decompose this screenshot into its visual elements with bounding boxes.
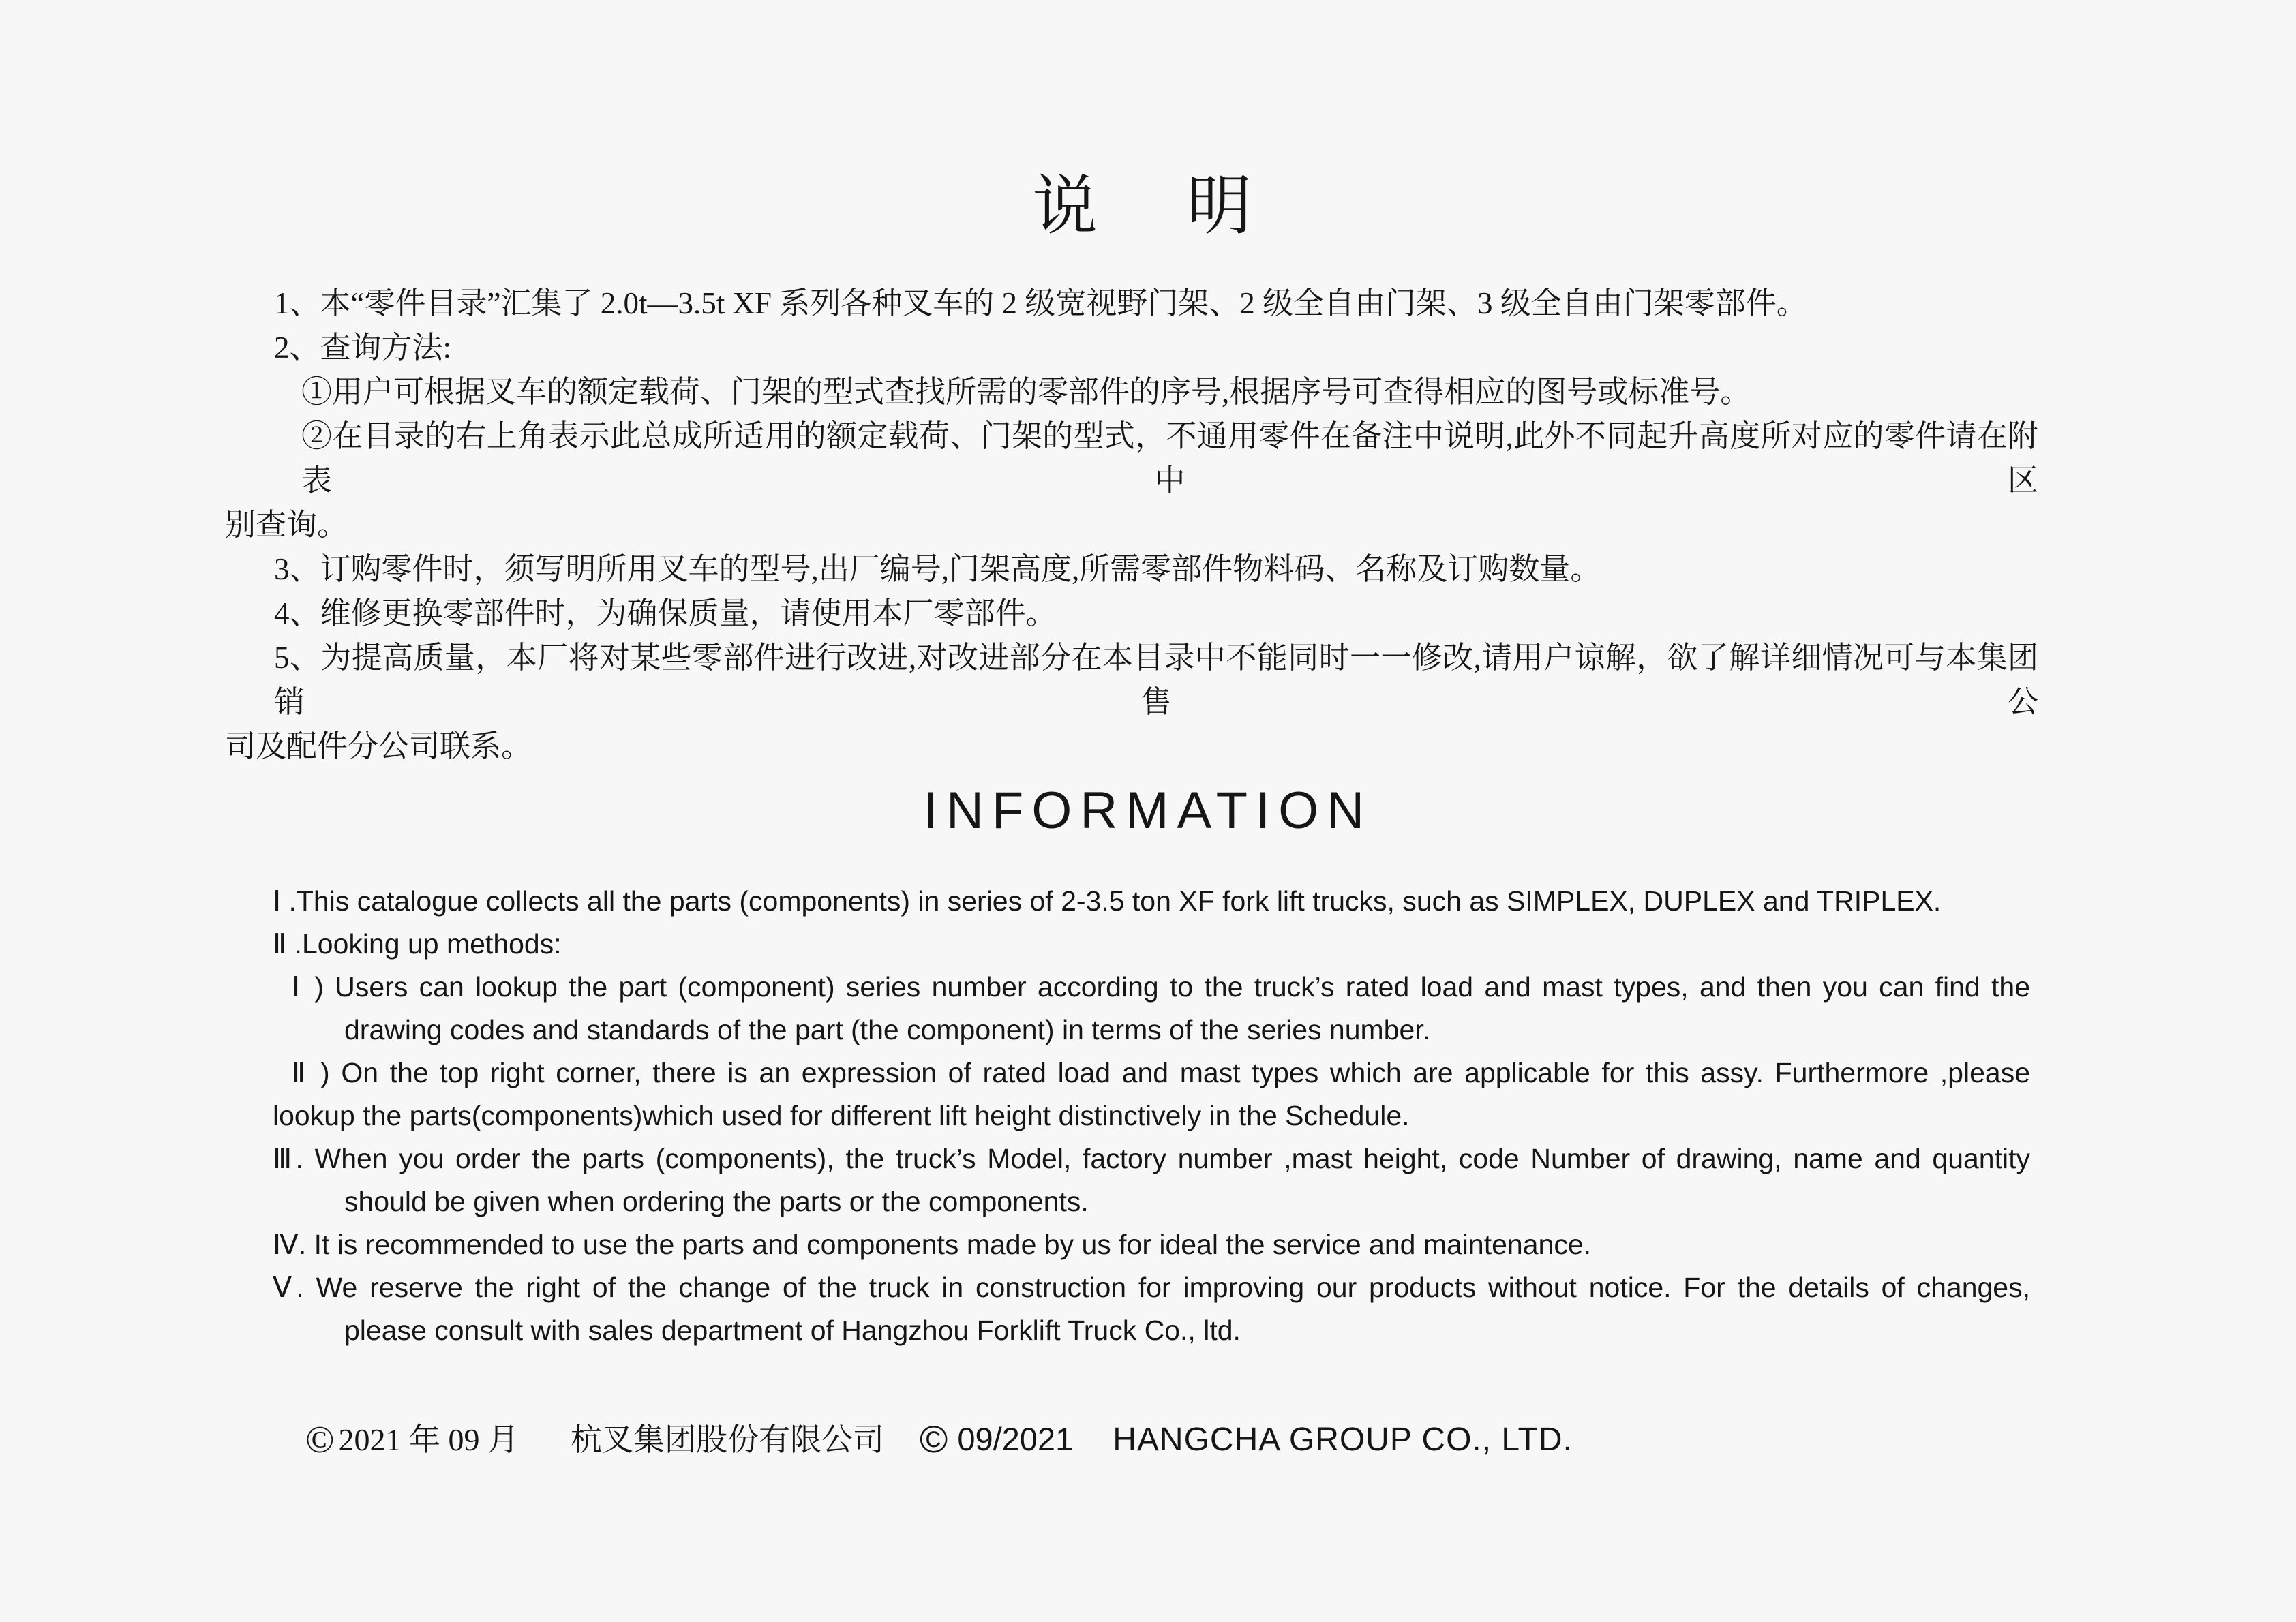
en-item-2: Ⅱ .Looking up methods: [273, 928, 562, 960]
company-name-en: HANGCHA GROUP CO., LTD. [1113, 1422, 1573, 1458]
en-item-5: Ⅴ. We reserve the right of the change of the truck in construction for improving our products without notice. For the details of changes, [273, 1272, 2030, 1303]
cn-instruction-5: 5、为提高质量，本厂将对某些零部件进行改进,对改进部分在本目录中不能同时一一修改,请用户谅解，欲了解详细情况可与本集团销售公 [274, 641, 2038, 719]
cn-instruction-3: 3、订购零件时，须写明所用叉车的型号,出厂编号,门架高度,所需零部件物料码、名称及订购数量。 [274, 552, 1601, 586]
cn-instruction-2: 2、查询方法: [274, 331, 452, 365]
cn-instruction-2-cont: 别查询。 [225, 508, 348, 542]
en-item-1: Ⅰ .This catalogue collects all the parts (components) in series of 2-3.5 ton XF fork lift trucks, such as SIMPLEX, DUPLEX and TRIPLEX. [273, 885, 1942, 917]
en-item-5-cont: please consult with sales department of Hangzhou Forklift Truck Co., ltd. [344, 1315, 1241, 1346]
en-item-3-cont: should be given when ordering the parts or the components. [344, 1186, 1089, 1217]
copyright-symbol-en: © [920, 1418, 948, 1460]
cn-instruction-5-cont: 司及配件分公司联系。 [225, 729, 532, 763]
copyright-footer [0, 1415, 2296, 1460]
en-item-2-cont: lookup the parts(components)which used for different lift height distinctively in the Schedule. [273, 1100, 1410, 1131]
copyright-date-cn: 2021 年 09 月 [338, 1422, 519, 1457]
english-title: INFORMATION [923, 782, 1373, 840]
chinese-instructions [0, 281, 2296, 769]
copyright-symbol-cn: © [305, 1419, 335, 1461]
en-item-2-sub2: Ⅱ ) On the top right corner, there is an expression of rated load and mast types which are applicable for this assy. Furthermore ,please [292, 1057, 2030, 1088]
en-item-2-sub1: Ⅰ ) Users can lookup the part (component) series number according to the truck’s rated load and mast types, and then you can find the [292, 971, 2030, 1003]
copyright-date-en: 09/2021 [957, 1421, 1074, 1457]
en-item-3: Ⅲ. When you order the parts (components), the truck’s Model, factory number ,mast height, code Number of drawing, name and quantity [273, 1143, 2030, 1174]
cn-instruction-4: 4、维修更换零部件时，为确保质量，请使用本厂零部件。 [274, 596, 1057, 630]
en-item-4: Ⅳ. It is recommended to use the parts and components made by us for ideal the service and maintenance. [273, 1229, 1592, 1260]
cn-instruction-2-sub1: ①用户可根据叉车的额定载荷、门架的型式查找所需的零部件的序号,根据序号可查得相应的图号或标准号。 [301, 375, 1751, 409]
cn-instruction-2-sub2: ②在目录的右上角表示此总成所适用的额定载荷、门架的型式，不通用零件在备注中说明,此外不同起升高度所对应的零件请在附表中区 [301, 419, 2038, 498]
english-instructions [0, 880, 2296, 1352]
company-name-cn: 杭叉集团股份有限公司 [571, 1422, 885, 1457]
en-item-2-sub1b: drawing codes and standards of the part (the component) in terms of the series number. [344, 1014, 1431, 1045]
cn-instruction-1: 1、本“零件目录”汇集了 2.0t—3.5t XF 系列各种叉车的 2 级宽视野门架、2 级全自由门架、3 级全自由门架零部件。 [274, 286, 1807, 320]
chinese-title: 说 明 [1032, 170, 1264, 243]
